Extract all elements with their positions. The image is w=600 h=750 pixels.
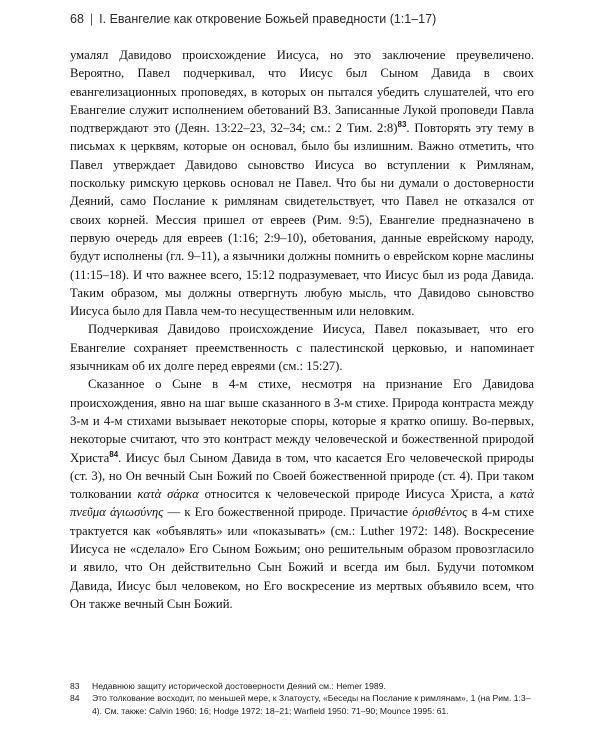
- paragraph: [70, 46, 534, 320]
- text-run: — к Его божественной природе. Причастие: [163, 505, 413, 520]
- chapter-title: I. Евангелие как откровение Божьей праведности (1:1–17): [99, 12, 437, 26]
- body-text: [70, 46, 534, 613]
- footnote: [70, 692, 534, 717]
- text-run: . Повторять эту тему в письмах к церквям, которые он основал, было бы излишним. Важно отметить, что Павел утверждает Давидово сыновство Иисуса во вступлении к Римлянам, поскольку римскую церковь основал не Павел. Что бы ни думали о достоверности Деяний, само Послание к римлянам свидетельствует, что Павел не отказался от своих корней. Мессия пришел от евреев (Рим. 9:5), Евангелие предназначено в первую очередь для евреев (1:16; 2:9–10), обетования, данные еврейскому народу, будут исполнены (гл. 9–11), а язычники должны помнить о еврейском корне маслины (11:15–18). И что важнее всего, 15:12 подразумевает, что Иисус был из рода Давида. Таким образом, мы должны отвергнуть любую мысль, что Давидово сыновство Иисуса было для Павла чем-то несущественным или неловким.: [70, 121, 534, 319]
- footnote-text: Недавнюю защиту исторической достоверности Деяний см.: Hemer 1989.: [92, 681, 386, 691]
- text-run: относится к человеческой природе Иисуса Христа, а: [198, 487, 511, 502]
- text-run: . Иисус был Сыном Давида в том, что касается Его человеческой природы (ст. 3), но Он вечный Сын Божий по Своей божественной природе (ст. 4). При таком толковании: [70, 450, 534, 502]
- footnote-number: 84: [70, 693, 80, 704]
- text-run: в 4-м стихе трактуется как «объявлять» или «показывать» (см.: Luther 1972: 148). Воскресение Иисуса не «сделало» Его Сыном Божьим; оно решительным образом провозгласило и явило, что Он действительно Сын Божий и всегда им был. Будучи потомком Давида, Иисус был человеком, но Его воскресение из мертвых объявило всем, что Он также вечный Сын Божий.: [70, 505, 534, 611]
- footnote-number: 83: [70, 681, 80, 691]
- text-run: Подчеркивая Давидово происхождение Иисуса, Павел показывает, что его Евангелие сохраняет преемственность с палестинской церковью, и напоминает язычникам об их долге перед евреями (см.: 15:27).: [70, 322, 534, 374]
- greek-term: κατὰ σάρκα: [137, 487, 199, 502]
- footnote-ref: 84: [109, 449, 119, 459]
- running-head: [70, 12, 534, 34]
- footnote: [70, 680, 534, 692]
- page-number: 68: [70, 12, 84, 26]
- footnote-text: Это толкование восходит, по меньшей мере, к Златоусту, «Беседы на Послание к римлянам», 1 (на Рим. 1:3–4). См. также: Calvin 1960: 16; Hodge 1972: 18–21; Warfield 1950: 71–90; Mounce 1995: 61.: [92, 693, 531, 716]
- text-run: умалял Давидово происхождение Иисуса, но это заключение преувеличено. Вероятно, Павел подчеркивал, что Иисус был Сыном Давида в своих евангелизационных проповедях, в которых он пытался убедить слушателей, что его Евангелие служит исполнением обетований ВЗ. Записанные Лукой проповеди Павла подтверждают это (Деян. 13:22–23, 32–34; см.: 2 Тим. 2:8): [70, 48, 534, 136]
- greek-term: κατὰ πνεῦμα ἁγιωσύνης: [70, 487, 534, 520]
- header-separator: |: [89, 12, 94, 26]
- footnote-ref: 83: [397, 119, 407, 129]
- greek-term: ὁρισθέντος: [412, 505, 468, 520]
- paragraph: [70, 320, 534, 375]
- paragraph: [70, 375, 534, 613]
- text-run: Сказанное о Сыне в 4-м стихе, несмотря на признание Его Давидова происхождения, явно на шаг выше сказанного в 3-м стихе. Природа контраста между 3-м и 4-м стихами вызывает некоторые споры, которые я кратко опишу. Во-первых, некоторые считают, что это контраст между человеческой и божественной природой Христа: [70, 377, 534, 465]
- footnotes: [70, 680, 534, 717]
